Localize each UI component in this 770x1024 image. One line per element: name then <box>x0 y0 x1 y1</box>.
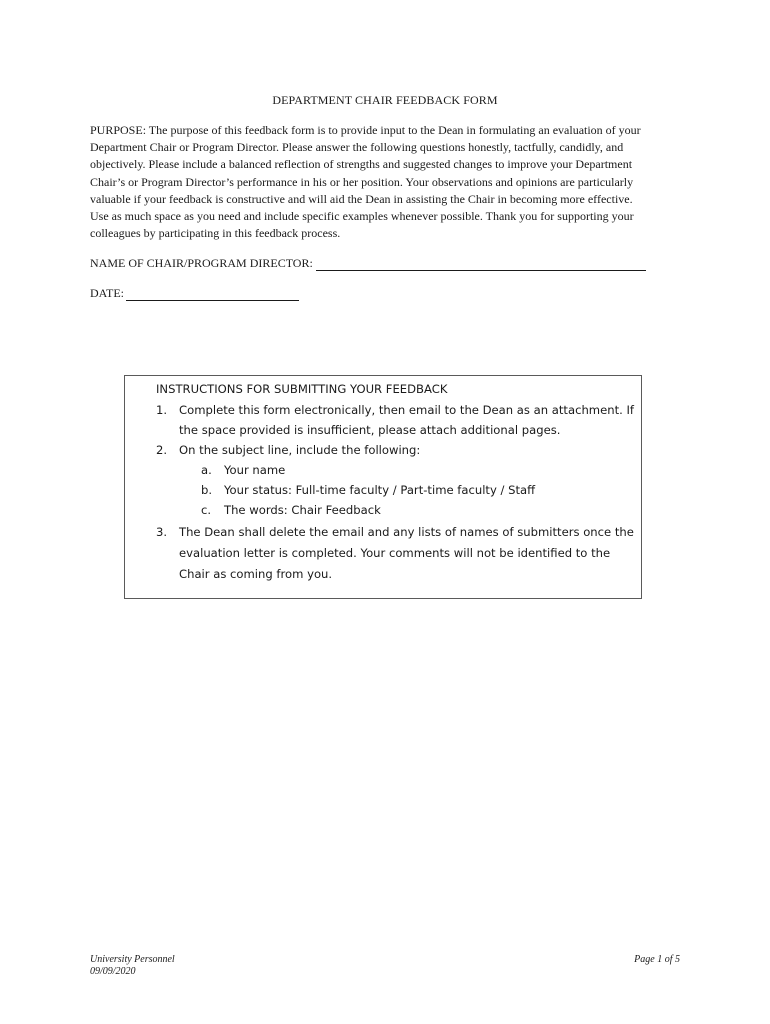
item3-line: Chair as coming from you. <box>179 567 333 581</box>
item2-number: 2. <box>156 443 168 457</box>
date-field-label: DATE: <box>90 286 124 300</box>
date-field-row <box>90 286 299 301</box>
item2-text: On the subject line, include the following: <box>179 443 421 457</box>
purpose-line: PURPOSE: The purpose of this feedback form is to provide input to the Dean in formulating an evaluation of your <box>90 123 641 137</box>
purpose-line: Department Chair or Program Director. Please answer the following questions honestly, tactfully, candidly, and <box>90 140 624 155</box>
purpose-line: objectively. Please include a balanced reflection of strengths and suggested changes to improve your Department <box>90 157 633 172</box>
purpose-line: valuable if your feedback is constructive and will aid the Dean in assisting the Chair in becoming more effective. <box>90 191 633 206</box>
item3-line: The Dean shall delete the email and any lists of names of submitters once the <box>179 525 634 539</box>
purpose-paragraph <box>90 122 680 242</box>
document-title: DEPARTMENT CHAIR FEEDBACK FORM <box>272 93 498 107</box>
subitem-text: Your name <box>224 463 286 477</box>
date-field-line[interactable] <box>126 286 299 301</box>
purpose-line: Chair’s or Program Director’s performance in his or her position. Your observations and opinions are particularly <box>90 174 634 189</box>
page-number: Page 1 of 5 <box>634 954 680 965</box>
subitem-text: The words: Chair Feedback <box>224 503 381 517</box>
subitem-letter: b. <box>201 483 213 497</box>
name-field-row <box>90 256 646 271</box>
item1-line: the space provided is insufficient, please attach additional pages. <box>179 423 561 437</box>
subitem-letter: c. <box>201 503 212 517</box>
footer-department: University Personnel <box>90 954 175 965</box>
instructions-heading: INSTRUCTIONS FOR SUBMITTING YOUR FEEDBACK <box>156 382 448 396</box>
purpose-line: Use as much space as you need and include specific examples whenever possible. Thank you for supporting your <box>90 209 634 224</box>
purpose-line: colleagues by participating in this feedback process. <box>90 226 341 241</box>
footer-date: 09/09/2020 <box>90 966 136 977</box>
subitem-letter: a. <box>201 463 212 477</box>
item1-line: Complete this form electronically, then email to the Dean as an attachment. If <box>179 403 634 417</box>
name-field-line[interactable] <box>316 256 646 271</box>
item3-line: evaluation letter is completed. Your comments will not be identified to the <box>179 546 611 560</box>
item1-number: 1. <box>156 403 168 417</box>
name-field-label: NAME OF CHAIR/PROGRAM DIRECTOR: <box>90 256 313 270</box>
subitem-text: Your status: Full-time faculty / Part-time faculty / Staff <box>224 483 536 497</box>
item3-number: 3. <box>156 525 168 539</box>
